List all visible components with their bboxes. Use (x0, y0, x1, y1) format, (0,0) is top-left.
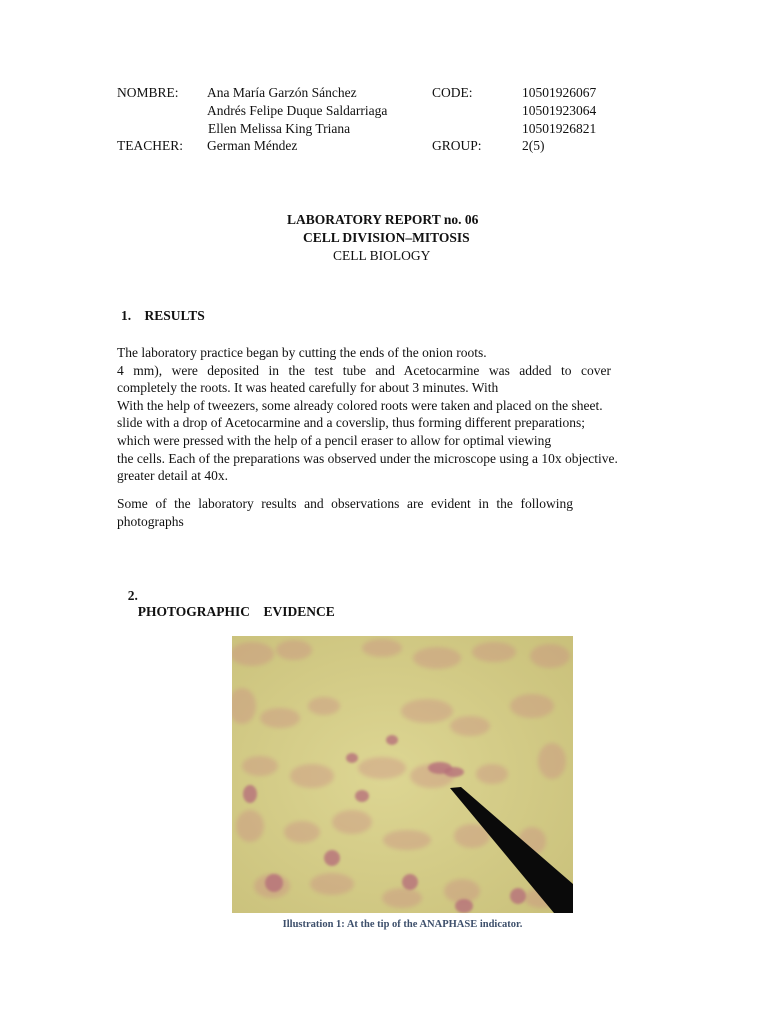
student-name: Ellen Melissa King Triana (208, 121, 351, 136)
cell-blob (284, 821, 320, 843)
cell-nucleus (355, 790, 369, 802)
paragraph-line: With the help of tweezers, some already colored roots were taken and placed on the sheet. (117, 397, 603, 413)
cell-blob (332, 810, 372, 834)
paragraph-line: which were pressed with the help of a pencil eraser to allow for optimal viewing (117, 432, 552, 448)
cell-nucleus (346, 753, 358, 763)
section-heading-evidence (121, 572, 335, 620)
cell-blob (260, 708, 300, 728)
cell-blob (308, 697, 340, 715)
cell-nucleus (386, 735, 398, 745)
cell-blob (232, 642, 274, 666)
cell-nucleus (444, 767, 464, 777)
student-code: 10501926067 (522, 85, 597, 100)
section-title: PHOTOGRAPHIC EVIDENCE (137, 604, 335, 619)
cell-blob (358, 757, 406, 779)
code-label: CODE: (432, 85, 473, 100)
student-name: Ana María Garzón Sánchez (207, 85, 357, 100)
cell-nucleus (243, 785, 257, 803)
intro-photos-paragraph (117, 495, 651, 530)
cell-blob (510, 694, 554, 718)
cell-nucleus (265, 874, 283, 892)
figure-caption: Illustration 1: At the tip of the ANAPHASE indicator. (282, 919, 523, 930)
paragraph-line: the cells. Each of the preparations was observed under the microscope using a 10x objective. (117, 450, 618, 466)
group-label: GROUP: (432, 138, 482, 153)
cell-blob (450, 716, 490, 736)
paragraph-line: 4 mm), were deposited in the test tube and Acetocarmine was added to cover (117, 362, 611, 378)
cell-nucleus (402, 874, 418, 890)
section-title: RESULTS (144, 308, 205, 323)
paragraph-line: completely the roots. It was heated carefully for about 3 minutes. With (117, 380, 499, 396)
cell-blob (276, 640, 312, 660)
cell-blob (290, 764, 334, 788)
cell-blob (413, 647, 461, 669)
section-number: 2. (127, 588, 138, 603)
student-code: 10501923064 (522, 103, 597, 118)
micrograph-photo (232, 636, 573, 913)
cell-blob (383, 830, 431, 850)
cell-blob (382, 888, 422, 908)
paragraph-line: The laboratory practice began by cutting the ends of the onion roots. (117, 345, 487, 360)
cell-blob (362, 639, 402, 657)
cell-blob (538, 743, 566, 779)
paragraph-line: greater detail at 40x. (117, 468, 228, 484)
paragraph-line: Some of the laboratory results and observations are evident in the following (117, 496, 573, 511)
cell-blob (530, 644, 570, 668)
report-title-line: LABORATORY REPORT no. 06 (287, 212, 479, 227)
teacher-name: German Méndez (207, 138, 298, 153)
cell-nucleus (455, 899, 473, 913)
cell-nucleus (324, 850, 340, 866)
teacher-label: TEACHER: (117, 138, 183, 153)
group-value: 2(5) (522, 138, 545, 153)
cell-blob (242, 756, 278, 776)
results-paragraph (117, 344, 651, 485)
cell-blob (472, 642, 516, 662)
cell-blob (236, 810, 264, 842)
section-heading-results (121, 308, 205, 324)
paragraph-line: slide with a drop of Acetocarmine and a coverslip, thus forming different preparations; (117, 415, 585, 431)
course-name: CELL BIOLOGY (333, 248, 431, 263)
cell-blob (401, 699, 453, 723)
section-number: 1. (121, 308, 132, 323)
cell-blob (476, 764, 508, 784)
cell-blob (310, 873, 354, 895)
name-label: NOMBRE: (117, 85, 179, 100)
student-name: Andrés Felipe Duque Saldarriaga (207, 103, 388, 118)
report-subtitle: CELL DIVISION–MITOSIS (303, 230, 470, 245)
cell-nucleus (510, 888, 526, 904)
paragraph-line: photographs (117, 513, 184, 529)
student-code: 10501926821 (522, 121, 597, 136)
